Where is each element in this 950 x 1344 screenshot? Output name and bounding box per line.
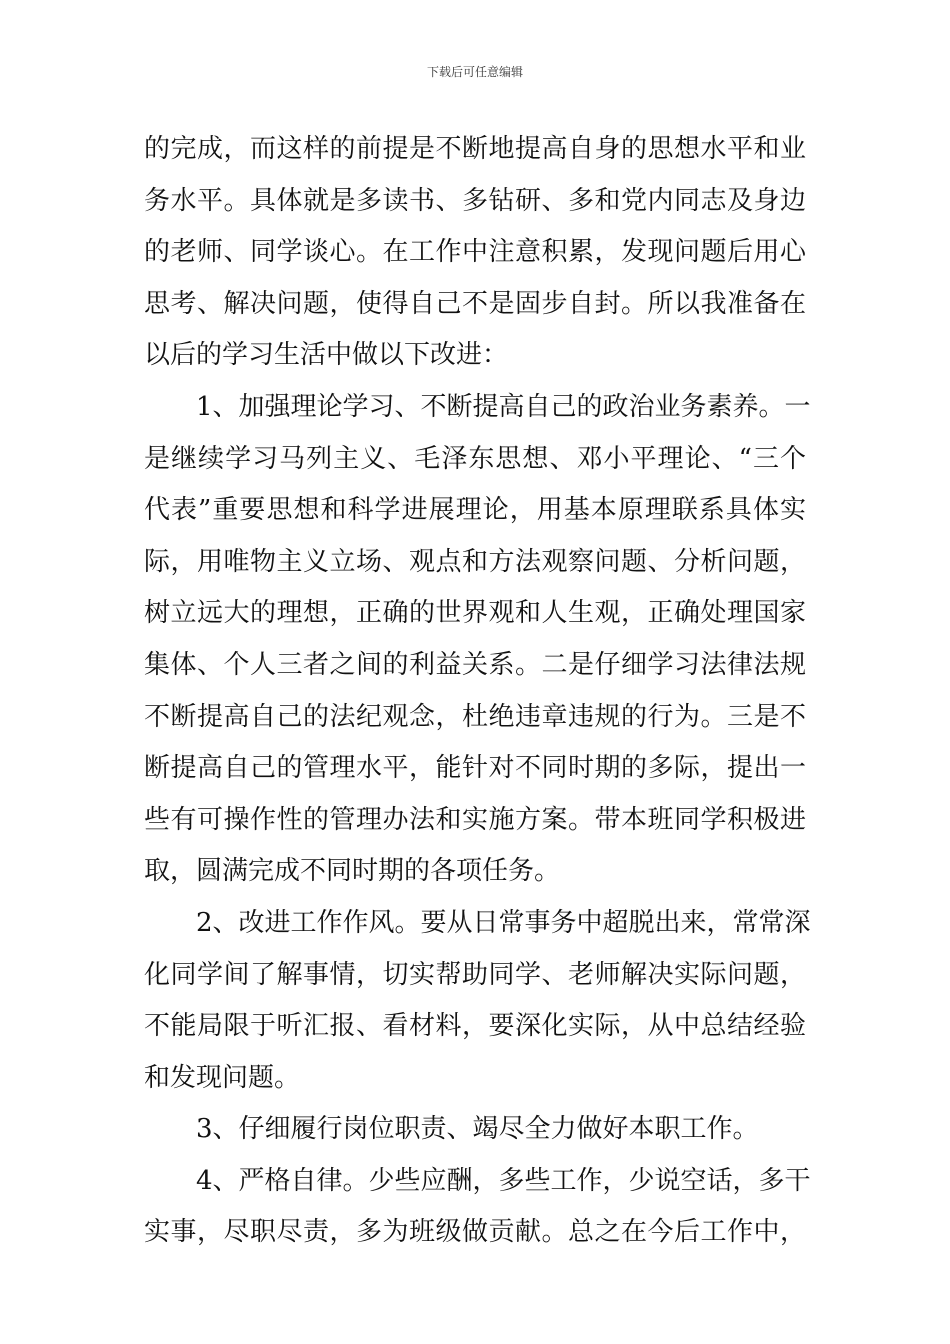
- page-header-note: 下载后可任意编辑: [426, 65, 523, 79]
- text-line: 些有可操作性的管理办法和实施方案。带本班同学积极进: [144, 804, 806, 835]
- text-line: 是继续学习马列主义、毛泽东思想、邓小平理论、“三个: [144, 443, 806, 474]
- text-line: 不断提高自己的法纪观念，杜绝违章违规的行为。三是不: [144, 701, 806, 732]
- paragraph-item-3: 3、仔细履行岗位职责、竭尽全力做好本职工作。: [196, 1114, 759, 1145]
- text-line: 际，用唯物主义立场、观点和方法观察问题、分析问题，: [144, 546, 806, 577]
- text-line: 务水平。具体就是多读书、多钻研、多和党内同志及身边: [144, 185, 806, 216]
- text-line: 集体、个人三者之间的利益关系。二是仔细学习法律法规: [144, 649, 806, 680]
- paragraph-item-4-start: 4、严格自律。少些应酬，多些工作，少说空话，多干: [196, 1165, 811, 1196]
- text-line: 思考、解决问题，使得自己不是固步自封。所以我准备在: [144, 288, 806, 319]
- text-line: 断提高自己的管理水平，能针对不同时期的多际，提出一: [144, 753, 806, 784]
- text-line: 以后的学习生活中做以下改进：: [144, 340, 509, 371]
- text-line: 取，圆满完成不同时期的各项任务。: [144, 856, 561, 887]
- text-line: 的老师、同学谈心。在工作中注意积累，发现问题后用心: [144, 237, 806, 268]
- paragraph-item-1-start: 1、加强理论学习、不断提高自己的政治业务素养。一: [196, 391, 811, 422]
- paragraph-item-2-start: 2、改进工作作风。要从日常事务中超脱出来，常常深: [196, 907, 811, 938]
- text-line: 和发现问题。: [144, 1062, 301, 1093]
- text-line: 不能局限于听汇报、看材料，要深化实际，从中总结经验: [144, 1011, 806, 1042]
- text-line: 化同学间了解事情，切实帮助同学、老师解决实际问题，: [144, 959, 806, 990]
- text-line: 的完成，而这样的前提是不断地提高自身的思想水平和业: [144, 134, 806, 164]
- document-body: [144, 124, 811, 1259]
- text-line: 实事，尽职尽责，多为班级做贡献。总之在今后工作中，: [144, 1217, 806, 1248]
- text-line: 代表”重要思想和科学进展理论，用基本原理联系具体实: [144, 495, 806, 526]
- text-line: 树立远大的理想，正确的世界观和人生观，正确处理国家: [144, 598, 806, 629]
